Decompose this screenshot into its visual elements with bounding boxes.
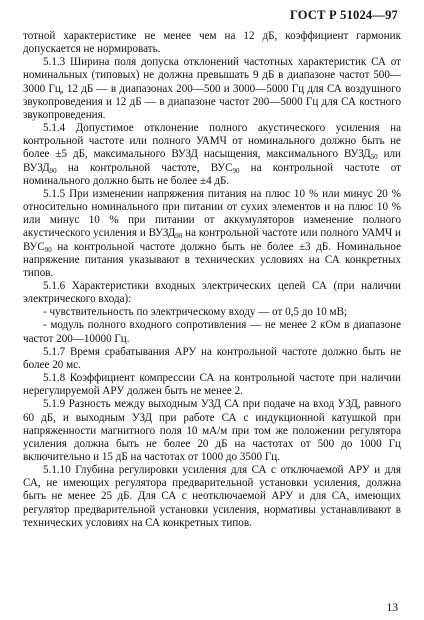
paragraph-5-1-5: 5.1.5 При изменении напряжения питания на плюс 10 % или минус 20 % относительно номинального при питании от сухих элементов и на плюс 10 % или минус 10 % при питании от аккумуляторов изменение полного акустического усиления и $ВУЗД_{90}$ на контрольной частоте или полного УАМЧ и $ВУС_{90}$ на контрольной частоте должно быть не более ±3 дБ. Номинальное напряжение питания указывают в технических условиях на СА конкретных типов. bbox=[23, 187, 401, 279]
paragraph-5-1-6: 5.1.6 Характеристики входных электрических цепей СА (при наличии электрического входа): bbox=[23, 279, 401, 306]
document-body bbox=[23, 30, 401, 530]
standard-header: ГОСТ Р 51024—97 bbox=[289, 8, 398, 22]
page-number: 13 bbox=[386, 602, 398, 614]
paragraph-5-1-8: 5.1.8 Коэффициент компрессии СА на контрольной частоте при наличии нерегулируемой АРУ должен быть не менее 2. bbox=[23, 372, 401, 398]
paragraph-5-1-3: 5.1.3 Ширина поля допуска отклонений частотных характеристик СА от номинальных (типовых) не должна превышать 9 дБ в диапазоне частот 500—3000 Гц, 12 дБ — в диапазонах 200—500 и 3000—5000 Гц для СА воздушного звукопроведения и 12 дБ — в диапазоне частот 200—5000 Гц для СА костного звукопроведения. bbox=[23, 56, 401, 121]
paragraph-continuation: тотной характеристике не менее чем на 12 дБ, коэффициент гармоник допускается не нормировать. bbox=[23, 30, 401, 56]
paragraph-5-1-9: 5.1.9 Разность между выходным УЗД СА при подаче на вход УЗД, равного 60 дБ, и выходным УЗД при работе СА с индукционной катушкой при напряженности магнитного поля 10 мА/м при том же положении регулятора усиления должна быть не более 20 дБ на частотах от 500 до 1000 Гц включительно и 15 дБ на частотах от 1000 до 3500 Гц. bbox=[23, 398, 401, 463]
paragraph-5-1-4: 5.1.4 Допустимое отклонение полного акустического усиления на контрольной частоте или полного УАМЧ от номинального должно быть не более ±5 дБ, максимального ВУЗД насыщения, максимального $ВУЗД_{50}$ или $ВУЗД_{90}$ на контрольной частоте, $ВУС_{90}$ на контрольной частоте от номинального должно быть не более ±4 дБ. bbox=[23, 122, 401, 187]
list-item-sensitivity: - чувствительность по электрическому входу — от 0,5 до 10 мВ; bbox=[43, 306, 348, 319]
list-item-impedance: - модуль полного входного сопротивления — не менее 2 кОм в диапазоне частот 200—10000 Гц. bbox=[23, 319, 401, 345]
paragraph-5-1-10: 5.1.10 Глубина регулировки усиления для СА с отключаемой АРУ и для СА, не имеющих регулятора предварительной установки усиления, должна быть не менее 25 дБ. Для СА с неотключаемой АРУ и для СА, имеющих регулятор предварительной установки усиления, нормативы устанавливают в технических условиях на СА конкретных типов. bbox=[23, 464, 401, 529]
paragraph-5-1-7: 5.1.7 Время срабатывания АРУ на контрольной частоте должно быть не более 20 мс. bbox=[23, 345, 401, 371]
